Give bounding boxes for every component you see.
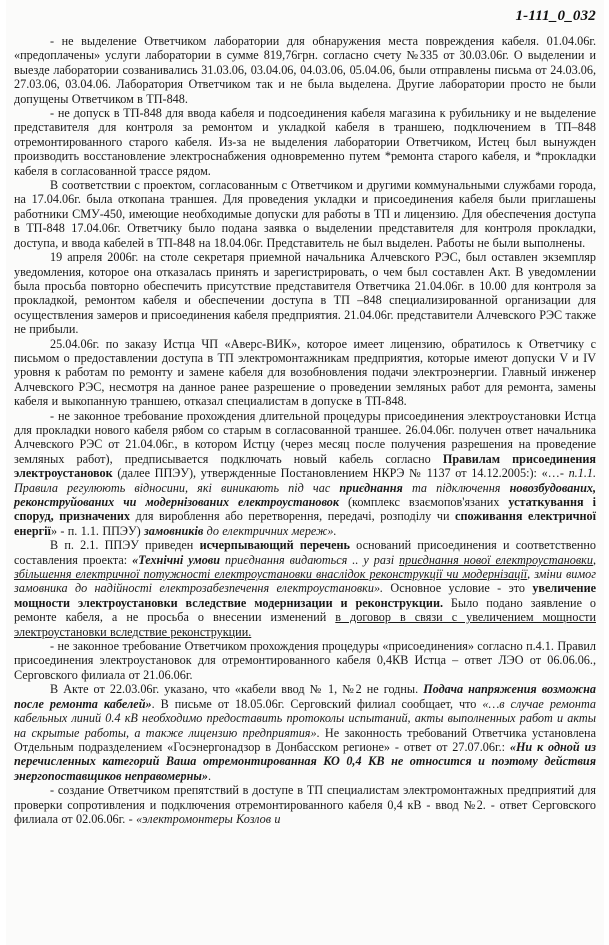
- text-run: В п. 2.1. ППЭУ приведен: [50, 538, 200, 553]
- text-run: - не допуск в ТП-848 для ввода кабеля и подсоединения кабеля магазина к рубильнику и не выделение представителя для контроля за ремонтом и укладкой кабеля в траншею, подключением в ТП–848 отремонтированного старого кабеля. Из-за не выделения лаборатории Ответчиком, Истец был вынужден производить восстановление электроснабжения одновременно путем *ремонта старого кабеля, и *прокладки кабеля в согласованной трассе рядом.: [14, 106, 596, 178]
- text-run: устаткування і споруд, призначених: [14, 495, 596, 524]
- text-run: - создание Ответчиком препятствий в доступе в ТП специалистам электромонтажных предприятий для проверки сопротивления и подключения отремонтированного кабеля 0,4 кВ - ввод №2. - ответ Серговского филиала от 02.06.06г. -: [14, 783, 596, 826]
- text-run: (комплекс взаємопов'язаних: [339, 495, 509, 509]
- text-run: «Технічні умови: [132, 552, 221, 567]
- paragraph: [14, 178, 596, 250]
- text-run: приєднання: [339, 480, 403, 495]
- text-run: та: [402, 480, 437, 495]
- text-run: увеличение мощности электроустановки вследствие модернизации и реконструкции.: [14, 581, 597, 610]
- document-page: [6, 0, 604, 945]
- document-body: [14, 34, 596, 826]
- text-run: Было подано заявление о ремонте кабеля, а не просьба о внесении изменений: [14, 595, 596, 625]
- text-run: в договор в связи с увеличением мощности электроустановки вследствие реконструкции.: [14, 610, 596, 639]
- document-id: 1-111_0_032: [515, 8, 596, 24]
- text-run: Подача напряжения возможна после ремонта кабелей»: [14, 682, 597, 711]
- text-run: «…в случае ремонта кабельных линий 0.4 кВ необходимо предоставить протоколы испытаний, акты выполненных работ и акты на скрытые работы, а также лицензию предприятия»: [14, 696, 596, 740]
- text-run: «электромонтеры Козлов и: [136, 811, 281, 826]
- paragraph: [14, 783, 596, 826]
- text-run: п.1.1. Правила регулюють відносини, які виникають під час: [14, 466, 596, 495]
- text-run: Основное условие - это: [383, 581, 533, 596]
- paragraph: [14, 106, 596, 178]
- text-run: для вироблення або перетворення, передачі, розподілу чи: [130, 509, 456, 524]
- text-run: приєднання видаються .. у разі: [220, 552, 400, 567]
- paragraph: [14, 409, 596, 539]
- text-run: підключення: [436, 480, 510, 495]
- text-run: .: [207, 768, 212, 783]
- paragraph: [14, 682, 596, 783]
- paragraph: [14, 639, 596, 682]
- text-run: 19 апреля 2006г. на столе секретаря приемной начальника Алчевского РЭС, был оставлен экземпляр уведомления, которое она отказалась принять и зарегистрировать, о чем был составлен Акт. В уведомлении была просьба повторно обеспечить присутствие представителя Ответчика 21.04.06г. в 10.00 для контроля за прокладкой, ремонтом кабеля и обеспечении доступа в ТП –848 специализированной организации для осуществления замеров и присоединения кабеля предприятия. 21.04.06г. представители Алчевского РЭС также не прибыли.: [14, 250, 596, 337]
- text-run: , зміни вимог замовника до надійності електрозабезпечення електроустановки».: [14, 567, 596, 596]
- text-run: (далее ППЭУ), утвержденные Постановлением НКРЭ № 1137 от 14.12.2005:): «…-: [112, 466, 569, 481]
- paragraph: [14, 337, 596, 409]
- text-run: » - п. 1.1. ППЭУ): [50, 523, 145, 538]
- text-run: «Ни к одной из перечисленных категорий Ваша отремонтированная КО 0,4 КВ не относится и поэтому действия энергопоставщиков неправомерны»: [14, 739, 596, 783]
- text-run: оснований присоединения и соответственно составления проекта:: [14, 538, 596, 567]
- text-run: 25.04.06г. по заказу Истца ЧП «Аверс-ВИК», которое имеет лицензию, обратилось к Ответчику с письмом о предоставлении доступа в ТП электромонтажникам предприятия, которые имеют допуски V и IV уровня к работам по ремонту и замене кабеля для возобновления подачи электроэнергии. Главный инженер Алчевского РЭС, несмотря на данное ранее разрешение о проведении земляных работ для ремонта, замены кабеля и выкопанную траншею, отказал специалистам в допуске в ТП-848.: [14, 336, 596, 409]
- text-run: до електричних мереж».: [203, 523, 337, 538]
- text-run: - не законное требование прохождения длительной процедуры присоединения электроустановки Истца для прокладки нового кабеля рябом со старым в согласованной траншее. 26.04.06г. получен ответ начальника Алчевского РЭС от 21.04.06г., в котором Истцу (через месяц после получения разрешения на проведение земляных работ), предписывается подключать новый кабель согласно: [14, 408, 596, 466]
- text-run: ,: [592, 552, 597, 567]
- text-run: Правилам присоединения электроустановок: [14, 451, 596, 481]
- paragraph: [14, 538, 596, 639]
- text-run: приєднання нової електроустановки: [399, 552, 593, 567]
- text-run: споживання електричної енергії: [14, 509, 596, 538]
- text-run: - не выделение Ответчиком лаборатории для обнаружения места повреждения кабеля. 01.04.06г. «предоплачены» услуги лаборатории в сумме 819,76грн. согласно счету №335 от 30.03.06г. О выделении и выезде лаборатории созванивались 31.03.06, 03.04.06, 04.03.06, 05.04.06, были отправлены письма от 24.03.06, 27.03.06, 03.04.06. Лаборатория Ответчиком так и не была выделена. Другие лаборатории просто не были допущены Ответчиком в ТП-848.: [14, 34, 596, 106]
- text-run: збільшення електричної потужності електроустановки внаслідок реконструкції чи модернізації: [14, 567, 528, 582]
- text-run: исчерпывающий перечень: [199, 538, 350, 553]
- text-run: новозбудованих, реконструйованих чи модернізованих електроустановок: [14, 480, 596, 509]
- text-run: . В письме от 18.05.06г. Серговский филиал сообщает, что: [151, 696, 483, 711]
- text-run: замовників: [144, 523, 204, 538]
- text-run: В Акте от 22.03.06г. указано, что «кабели ввод № 1, №2 не годны.: [50, 682, 424, 697]
- paragraph: [14, 34, 596, 106]
- text-run: - не законное требование Ответчиком прохождения процедуры «присоединения» согласно п.4.1. Правил присоединения электроустановок для отремонтированного кабеля 0,4КВ Истца – ответ ЛЭО от 06.06.06., Серговского филиала от 21.06.06г.: [14, 639, 596, 682]
- text-run: В соответствии с проектом, согласованным с Ответчиком и другими коммунальными службами города, на 17.04.06г. была откопана траншея. Для проведения укладки и присоединения кабеля были приглашены работники СМУ-450, имеющие необходимые допуски для работы в ТП и лицензию. Для обеспечения доступа в ТП-848 17.04.06г. Ответчику было подана заявка о выделении представителя для контроля прокладки, доступа, и ввода кабелей в ТП-848 на 18.04.06г. Представитель не был выделен. Работы не были выполнены.: [14, 178, 596, 250]
- text-run: . Не законность требований Ответчика установлена Отдельным подразделением «Госэнергонадзор в Донбасском регионе» - ответ от 27.07.06г.:: [14, 725, 596, 754]
- paragraph: [14, 250, 596, 336]
